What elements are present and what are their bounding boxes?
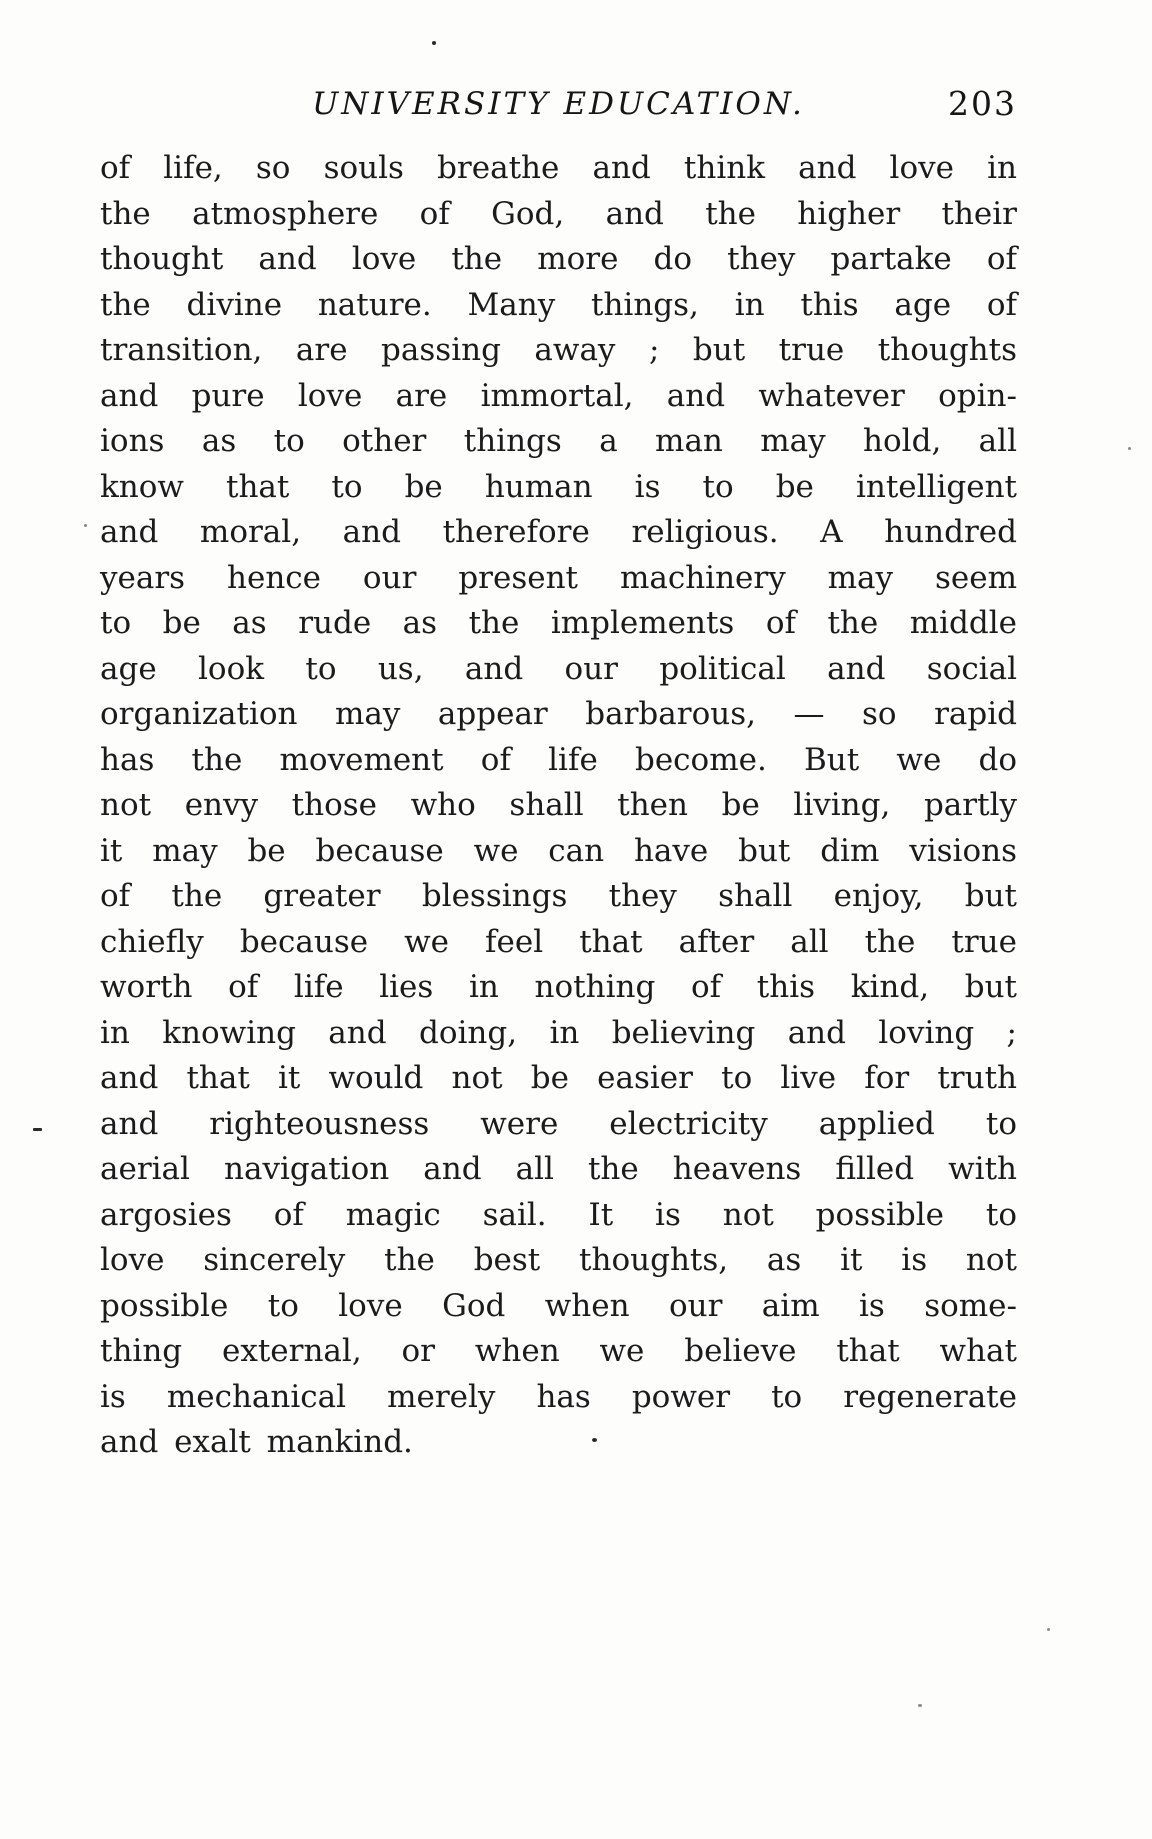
- text-line: and that it would not be easier to live for truth: [100, 1060, 1017, 1096]
- text-line: of the greater blessings they shall enjoy, but: [100, 878, 1017, 914]
- text-line: and righteousness were electricity applied to: [100, 1105, 1017, 1142]
- text-line: argosies of magic sail. It is not possible to: [100, 1196, 1017, 1233]
- text-line: possible to love God when our aim is some-: [100, 1287, 1017, 1324]
- text-line: and moral, and therefore religious. A hundred: [100, 514, 1017, 550]
- text-line: thing external, or when we believe that what: [100, 1333, 1017, 1369]
- text-line: organization may appear barbarous, — so rapid: [100, 696, 1017, 732]
- text-line: aerial navigation and all the heavens filled with: [100, 1151, 1017, 1187]
- scan-speck: [918, 1704, 922, 1707]
- scan-speck: [432, 41, 436, 45]
- text-line: of life, so souls breathe and think and love in: [100, 150, 1017, 186]
- text-line: to be as rude as the implements of the middle: [100, 605, 1017, 641]
- page-number: 203: [948, 84, 1017, 123]
- running-head: [100, 86, 1017, 130]
- paragraph: [100, 146, 1017, 1466]
- text-line: not envy those who shall then be living, partly: [100, 787, 1017, 823]
- scan-speck: [1128, 447, 1131, 450]
- text-line: years hence our present machinery may seem: [100, 559, 1017, 596]
- text-line: and exalt mankind.: [100, 1424, 413, 1460]
- text-line: love sincerely the best thoughts, as it is not: [100, 1242, 1017, 1278]
- page-title: UNIVERSITY EDUCATION.: [312, 86, 805, 122]
- text-line: the atmosphere of God, and the higher their: [100, 195, 1017, 232]
- text-line: thought and love the more do they partake of: [100, 241, 1017, 277]
- text-line: it may be because we can have but dim visions: [100, 832, 1017, 869]
- text-line: chiefly because we feel that after all the true: [100, 923, 1017, 960]
- scan-speck: [84, 524, 87, 527]
- text-line: in knowing and doing, in believing and loving ;: [100, 1014, 1017, 1051]
- scan-speck: [592, 1438, 597, 1442]
- text-line: the divine nature. Many things, in this age of: [100, 286, 1017, 323]
- text-line: age look to us, and our political and social: [100, 650, 1017, 687]
- text-line: worth of life lies in nothing of this kind, but: [100, 969, 1017, 1005]
- text-line: know that to be human is to be intelligent: [100, 468, 1017, 505]
- text-line: transition, are passing away ; but true thoughts: [100, 332, 1017, 368]
- text-line: ions as to other things a man may hold, all: [100, 423, 1017, 459]
- scan-speck: [1047, 1628, 1050, 1631]
- text-line: has the movement of life become. But we do: [100, 741, 1017, 778]
- text-line: is mechanical merely has power to regenerate: [100, 1378, 1017, 1415]
- text-line: and pure love are immortal, and whatever opin-: [100, 377, 1017, 414]
- scan-speck: [33, 1128, 42, 1131]
